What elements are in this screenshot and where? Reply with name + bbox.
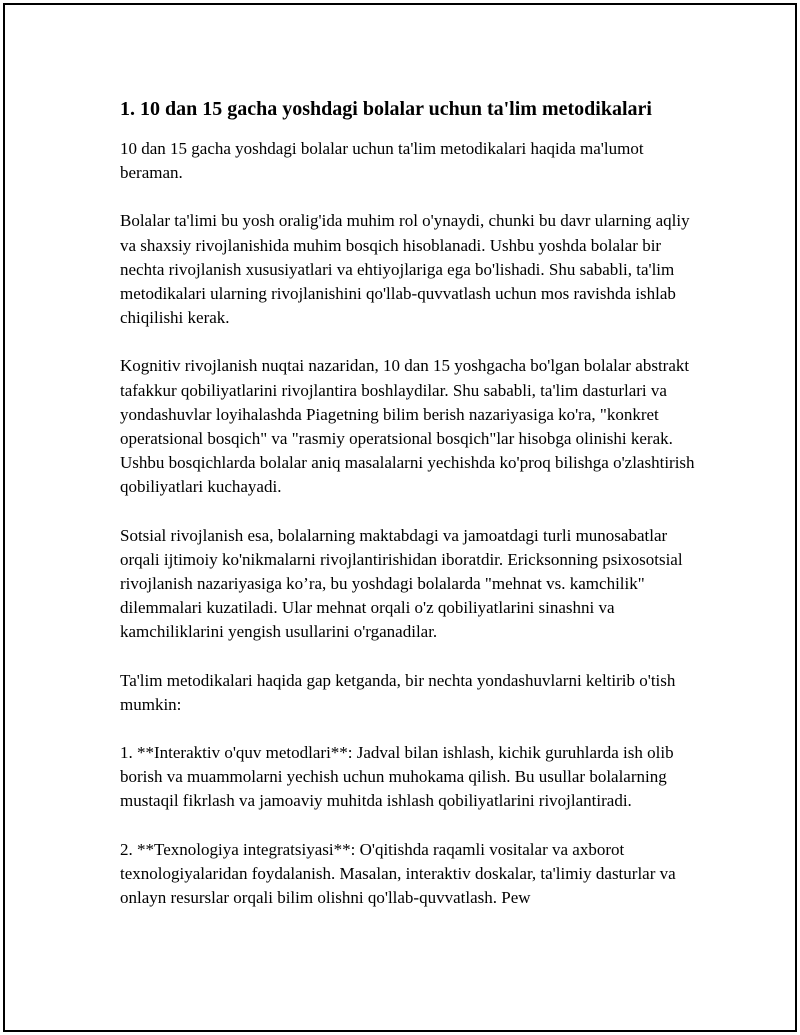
document-title: 1. 10 dan 15 gacha yoshdagi bolalar uchun ta'lim metodikalari [120, 98, 652, 120]
document-body [120, 95, 700, 910]
paragraph-approaches-intro: Ta'lim metodikalari haqida gap ketganda, bir nechta yondashuvlarni keltirib o'tish mumkin: [120, 670, 676, 714]
list-item-interactive-methods: 1. **Interaktiv o'quv metodlari**: Jadval bilan ishlash, kichik guruhlarda ish olib borish va muammolarni yechish uchun muhokama qilish. Bu usullar bolalarning mustaqil fikrlash va jamoaviy muhitda ishlash qobiliyatlarini rivojlantiradi. [120, 743, 674, 811]
paragraph-social: Sotsial rivojlanish esa, bolalarning maktabdagi va jamoatdagi turli munosabatlar orqali ijtimoiy ko'nikmalarni rivojlantirishidan iboratdir. Ericksonning psixosotsial rivojlanish nazariyasiga ko’ra, bu yoshdagi bolalarda "mehnat vs. kamchilik" dilemmalari kuzatiladi. Ular mehnat orqali o'z qobiliyatlarini sinashni va kamchiliklarini yengish usullarini o'rganadilar. [120, 525, 683, 642]
list-item-technology-integration: 2. **Texnologiya integratsiyasi**: O'qitishda raqamli vositalar va axborot texnologiyalaridan foydalanish. Masalan, interaktiv doskalar, ta'limiy dasturlar va onlayn resurslar orqali bilim olishni qo'llab-quvvatlash. Pew [120, 839, 676, 908]
paragraph-intro: 10 dan 15 gacha yoshdagi bolalar uchun ta'lim metodikalari haqida ma'lumot beraman. [120, 139, 644, 183]
page-frame [3, 3, 797, 1032]
paragraph-cognitive: Kognitiv rivojlanish nuqtai nazaridan, 10 dan 15 yoshgacha bo'lgan bolalar abstrakt tafakkur qobiliyatlarini rivojlantira boshlaydilar. Shu sababli, ta'lim dasturlari va yondashuvlar loyihalashda Piagetning bilim berish nazariyasiga ko'ra, "konkret operatsional bosqich" va "rasmiy operatsional bosqich"lar hisobga olinishi kerak. Ushbu bosqichlarda bolalar aniq masalalarni yechishda ko'proq bilishga o'zlashtirish qobiliyatlari kuchayadi. [120, 356, 695, 497]
paragraph-importance: Bolalar ta'limi bu yosh oralig'ida muhim rol o'ynaydi, chunki bu davr ularning aqliy va shaxsiy rivojlanishida muhim bosqich hisoblanadi. Ushbu yoshda bolalar bir nechta rivojlanish xususiyatlari va ehtiyojlariga ega bo'lishadi. Shu sababli, ta'lim metodikalari ularning rivojlanishini qo'llab-quvvatlash uchun mos ravishda ishlab chiqilishi kerak. [120, 211, 690, 328]
